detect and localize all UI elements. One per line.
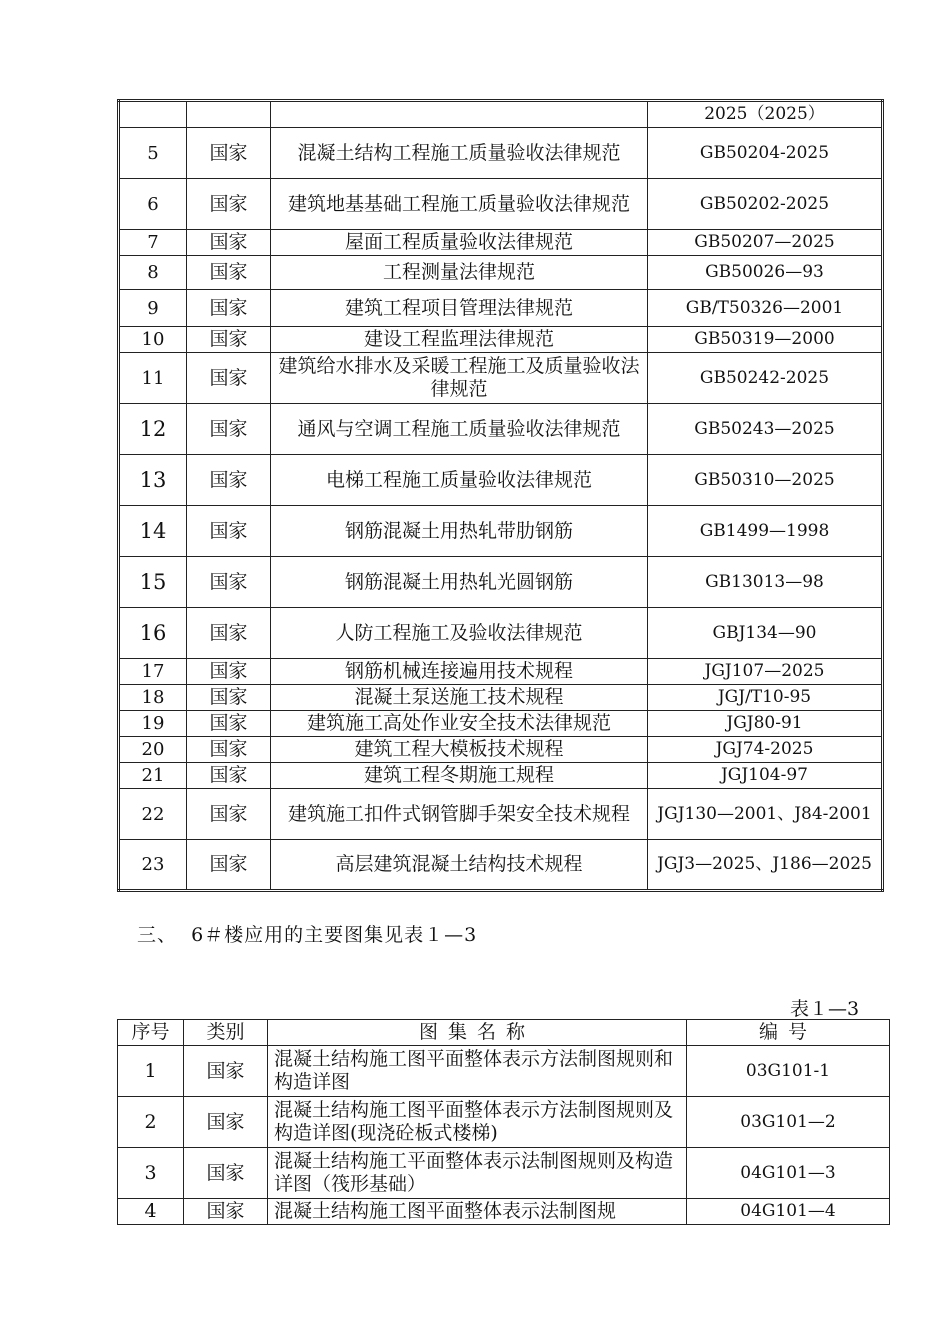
row-standard-name: 人防工程施工及验收法律规范 (271, 608, 648, 659)
row-standard-name: 混凝土结构工程施工质量验收法律规范 (271, 128, 648, 179)
row-standard-code: GB/T50326—2001 (648, 290, 883, 327)
row-standard-code: GB13013—98 (648, 557, 883, 608)
row-number: 12 (119, 404, 187, 455)
row-standard-code: GB50243—2025 (648, 404, 883, 455)
row-number: 1 (118, 1046, 184, 1097)
row-standard-name: 建筑工程大模板技术规程 (271, 737, 648, 763)
row-standard-name: 建筑给水排水及采暖工程施工及质量验收法律规范 (271, 353, 648, 404)
row-number: 2 (118, 1097, 184, 1148)
row-standard-code: GB50310—2025 (648, 455, 883, 506)
row-category: 国家 (187, 353, 271, 404)
row-number: 9 (119, 290, 187, 327)
row-number: 3 (118, 1148, 184, 1199)
row-number: 4 (118, 1199, 184, 1225)
row-standard-code: JGJ/T10-95 (648, 685, 883, 711)
table-row (119, 737, 883, 763)
row-number: 16 (119, 608, 187, 659)
row-number: 10 (119, 327, 187, 353)
table-row (118, 1199, 890, 1225)
table-row (119, 290, 883, 327)
table-row (119, 685, 883, 711)
row-standard-code: JGJ3—2025、J186—2025 (648, 840, 883, 891)
table-row (119, 128, 883, 179)
table-row (119, 179, 883, 230)
table-caption: 表１—3 (790, 998, 860, 1020)
row-standard-name: 钢筋混凝土用热轧带肋钢筋 (271, 506, 648, 557)
row-category: 国家 (184, 1199, 268, 1225)
table-row (118, 1148, 890, 1199)
row-atlas-name: 混凝土结构施工图平面整体表示法制图规 (268, 1199, 687, 1225)
row-category: 国家 (187, 789, 271, 840)
row-category: 国家 (187, 659, 271, 685)
row-standard-code: GB50026—93 (648, 256, 883, 290)
table-row (118, 1046, 890, 1097)
row-category: 国家 (187, 404, 271, 455)
row-atlas-code: 04G101—4 (687, 1199, 890, 1225)
row-category: 国家 (187, 506, 271, 557)
row-number: 8 (119, 256, 187, 290)
row-number: 5 (119, 128, 187, 179)
row-standard-name: 钢筋混凝土用热轧光圆钢筋 (271, 557, 648, 608)
row-category: 国家 (187, 327, 271, 353)
row-standard-code: JGJ80-91 (648, 711, 883, 737)
standards-table (117, 99, 884, 892)
row-number: 6 (119, 179, 187, 230)
row-atlas-code: 04G101—3 (687, 1148, 890, 1199)
row-number: 15 (119, 557, 187, 608)
row-category: 国家 (184, 1148, 268, 1199)
row-standard-name: 电梯工程施工质量验收法律规范 (271, 455, 648, 506)
row-category: 国家 (187, 256, 271, 290)
row-category: 国家 (187, 557, 271, 608)
table-row (119, 327, 883, 353)
header-category: 类别 (184, 1020, 268, 1046)
row-standard-name: 建筑地基基础工程施工质量验收法律规范 (271, 179, 648, 230)
row-standard-code: JGJ104-97 (648, 763, 883, 789)
row-standard-name: 高层建筑混凝土结构技术规程 (271, 840, 648, 891)
table-row (119, 763, 883, 789)
row-category: 国家 (187, 290, 271, 327)
row-atlas-name: 混凝土结构施工图平面整体表示方法制图规则和构造详图 (268, 1046, 687, 1097)
atlas-table (117, 1019, 890, 1225)
table-row (119, 506, 883, 557)
row-standard-name: 建筑工程项目管理法律规范 (271, 290, 648, 327)
table-row (119, 659, 883, 685)
table-row (119, 455, 883, 506)
row-standard-code: 2025（2025） (648, 101, 883, 128)
row-category: 国家 (187, 455, 271, 506)
row-number: 18 (119, 685, 187, 711)
row-standard-name: 工程测量法律规范 (271, 256, 648, 290)
table-row (119, 101, 883, 128)
row-standard-code: GBJ134—90 (648, 608, 883, 659)
row-standard-name: 建筑工程冬期施工规程 (271, 763, 648, 789)
row-number: 23 (119, 840, 187, 891)
row-standard-code: JGJ74-2025 (648, 737, 883, 763)
row-number: 7 (119, 230, 187, 256)
row-atlas-name: 混凝土结构施工平面整体表示法制图规则及构造详图（筏形基础） (268, 1148, 687, 1199)
row-atlas-code: 03G101-1 (687, 1046, 890, 1097)
table-row (119, 840, 883, 891)
row-number: 17 (119, 659, 187, 685)
table-header-row (118, 1020, 890, 1046)
row-category: 国家 (187, 737, 271, 763)
header-atlas-name: 图集名称 (268, 1020, 687, 1046)
table-row (119, 230, 883, 256)
row-standard-code: GB50319—2000 (648, 327, 883, 353)
row-standard-code: GB50204-2025 (648, 128, 883, 179)
row-category: 国家 (184, 1097, 268, 1148)
row-standard-code: GB50207—2025 (648, 230, 883, 256)
table-row (119, 557, 883, 608)
row-number: 22 (119, 789, 187, 840)
table-row (119, 789, 883, 840)
row-standard-code: JGJ130—2001、J84-2001 (648, 789, 883, 840)
row-number: 14 (119, 506, 187, 557)
row-number (119, 101, 187, 128)
table-row (119, 256, 883, 290)
row-category: 国家 (187, 128, 271, 179)
row-standard-code: GB50242-2025 (648, 353, 883, 404)
row-standard-name: 通风与空调工程施工质量验收法律规范 (271, 404, 648, 455)
row-standard-name: 建筑施工扣件式钢管脚手架安全技术规程 (271, 789, 648, 840)
row-category: 国家 (187, 763, 271, 789)
row-standard-name: 建设工程监理法律规范 (271, 327, 648, 353)
header-number: 序号 (118, 1020, 184, 1046)
header-code: 编号 (687, 1020, 890, 1046)
row-standard-code: JGJ107—2025 (648, 659, 883, 685)
row-number: 19 (119, 711, 187, 737)
row-category: 国家 (187, 230, 271, 256)
row-standard-name: 屋面工程质量验收法律规范 (271, 230, 648, 256)
row-standard-name: 混凝土泵送施工技术规程 (271, 685, 648, 711)
row-category: 国家 (187, 711, 271, 737)
row-standard-code: GB50202-2025 (648, 179, 883, 230)
table-row (119, 404, 883, 455)
row-category (187, 101, 271, 128)
row-standard-name: 建筑施工高处作业安全技术法律规范 (271, 711, 648, 737)
row-standard-name (271, 101, 648, 128)
row-category: 国家 (184, 1046, 268, 1097)
row-category: 国家 (187, 685, 271, 711)
table-row (118, 1097, 890, 1148)
row-number: 13 (119, 455, 187, 506)
row-category: 国家 (187, 179, 271, 230)
row-atlas-code: 03G101—2 (687, 1097, 890, 1148)
row-standard-code: GB1499—1998 (648, 506, 883, 557)
row-number: 20 (119, 737, 187, 763)
table-row (119, 711, 883, 737)
table-row (119, 353, 883, 404)
row-category: 国家 (187, 840, 271, 891)
table-row (119, 608, 883, 659)
row-atlas-name: 混凝土结构施工图平面整体表示方法制图规则及构造详图(现浇砼板式楼梯) (268, 1097, 687, 1148)
section-heading: 三、 6＃楼应用的主要图集见表１—3 (137, 924, 478, 946)
row-number: 11 (119, 353, 187, 404)
row-number: 21 (119, 763, 187, 789)
row-category: 国家 (187, 608, 271, 659)
row-standard-name: 钢筋机械连接遍用技术规程 (271, 659, 648, 685)
